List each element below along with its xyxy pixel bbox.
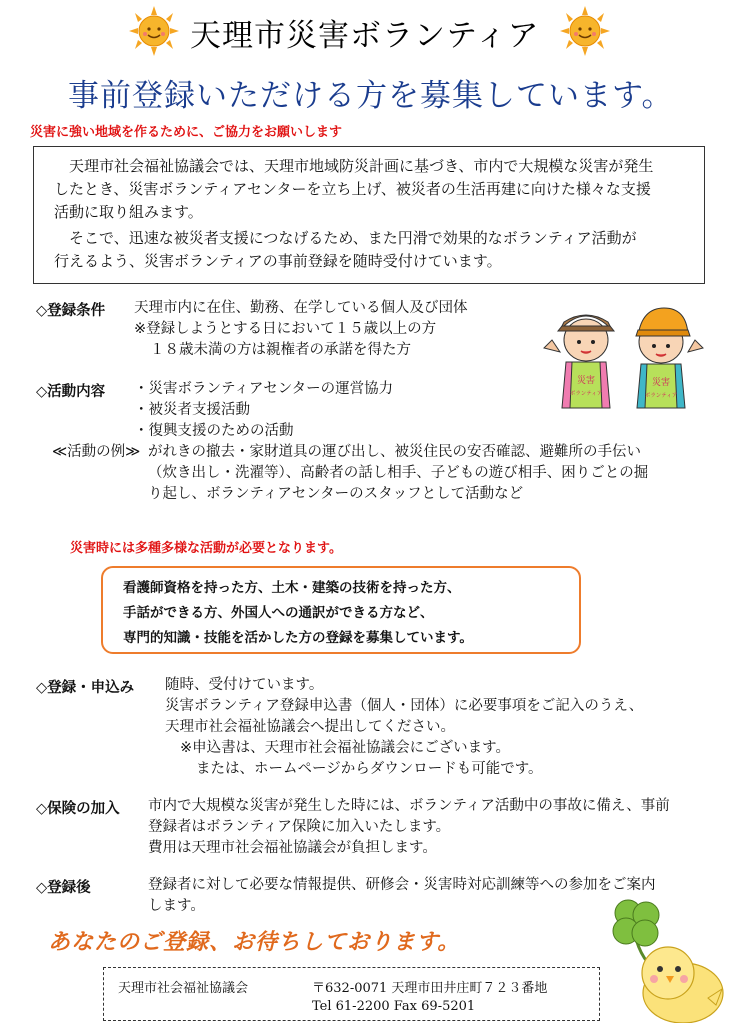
skills-line: 手話ができる方、外国人への通訳ができる方など、 [123, 605, 434, 621]
application-line: 天理市社会福祉協議会へ提出してください。 [165, 719, 455, 735]
intro-line: 行えるよう、災害ボランティアの事前登録を随時受付けています。 [54, 252, 502, 270]
vest-text: ボランティア [569, 391, 603, 397]
address: 〒632-0071 天理市田井庄町７２３番地 [312, 981, 548, 996]
application-line: ※申込書は、天理市社会福祉協議会にございます。 [180, 740, 510, 756]
activity-item: ・災害ボランティアセンターの運営協力 [134, 381, 394, 397]
intro-line: したとき、災害ボランティアセンターを立ち上げ、被災者の生活再建に向けた様々な支援 [54, 180, 651, 198]
after-label: ◇登録後 [36, 880, 91, 896]
chick-clover-illustration [598, 893, 728, 1023]
insurance-line: 市内で大規模な災害が発生した時には、ボランティア活動中の事故に備え、事前 [148, 798, 670, 814]
insurance-label: ◇保険の加入 [36, 801, 120, 817]
application-line: 随時、受付けています。 [165, 677, 324, 693]
insurance-line: 登録者はボランティア保険に加入いたします。 [148, 819, 451, 835]
vest-text: ボランティア [644, 393, 678, 399]
vest-text: 災害 [651, 378, 671, 388]
insurance-line: 費用は天理市社会福祉協議会が負担します。 [148, 840, 437, 856]
sun-icon [556, 6, 614, 56]
intro-box [33, 146, 705, 284]
activity-example-line: り起し、ボランティアセンターのスタッフとして活動など [148, 486, 524, 502]
activity-example-line: がれきの撤去・家財道具の運び出し、被災住民の安否確認、避難所の手伝い [148, 444, 641, 460]
activity-example-line: （炊き出し・洗濯等）、高齢者の話し相手、子どもの遊び相手、困りごとの掘 [148, 465, 649, 481]
activity-item: ・復興支援のための活動 [134, 423, 294, 439]
after-line: します。 [148, 898, 205, 914]
conditions-label: ◇登録条件 [36, 303, 106, 319]
skills-line: 専門的知識・技能を活かした方の登録を募集しています。 [123, 630, 473, 646]
page-title: 天理市災害ボランティア [190, 18, 540, 54]
vest-text: 災害 [576, 376, 596, 386]
tagline: 災害に強い地域を作るために、ご協力をお願いします [30, 125, 343, 140]
org-name: 天理市社会福祉協議会 [118, 981, 249, 996]
headline: 事前登録いただける方を募集しています。 [68, 78, 674, 114]
conditions-line: 天理市内に在住、勤務、在学している個人及び団体 [134, 300, 468, 316]
conditions-line: ※登録しようとする日において１５歳以上の方 [134, 321, 437, 337]
volunteer-characters-illustration [538, 300, 713, 415]
after-line: 登録者に対して必要な情報提供、研修会・災害時対応訓練等への参加をご案内 [148, 877, 656, 893]
intro-line: 活動に取り組みます。 [54, 203, 203, 221]
phone-fax: Tel 61-2200 Fax 69-5201 [312, 999, 476, 1014]
variety-heading: 災害時には多種多様な活動が必要となります。 [70, 541, 342, 556]
application-line: 災害ボランティア登録申込書（個人・団体）に必要事項をご記入のうえ、 [165, 698, 644, 714]
skills-callout-box [101, 566, 581, 654]
title-banner [0, 0, 733, 60]
skills-line: 看護師資格を持った方、土木・建築の技術を持った方、 [123, 580, 461, 596]
sun-icon [125, 6, 183, 56]
application-label: ◇登録・申込み [36, 680, 135, 696]
application-line: または、ホームページからダウンロードも可能です。 [196, 761, 543, 777]
closing-message: あなたのご登録、お待ちしております。 [48, 930, 461, 955]
activity-item: ・被災者支援活動 [134, 402, 250, 418]
activity-example-label: ≪活動の例≫ [52, 444, 141, 460]
contact-footer [103, 967, 600, 1021]
activities-label: ◇活動内容 [36, 384, 106, 400]
conditions-line: １８歳未満の方は親権者の承諾を得た方 [150, 342, 411, 358]
intro-line: そこで、迅速な被災者支援につなげるため、また円滑で効果的なボランティア活動が [54, 229, 637, 247]
intro-line: 天理市社会福祉協議会では、天理市地域防災計画に基づき、市内で大規模な災害が発生 [54, 157, 654, 175]
